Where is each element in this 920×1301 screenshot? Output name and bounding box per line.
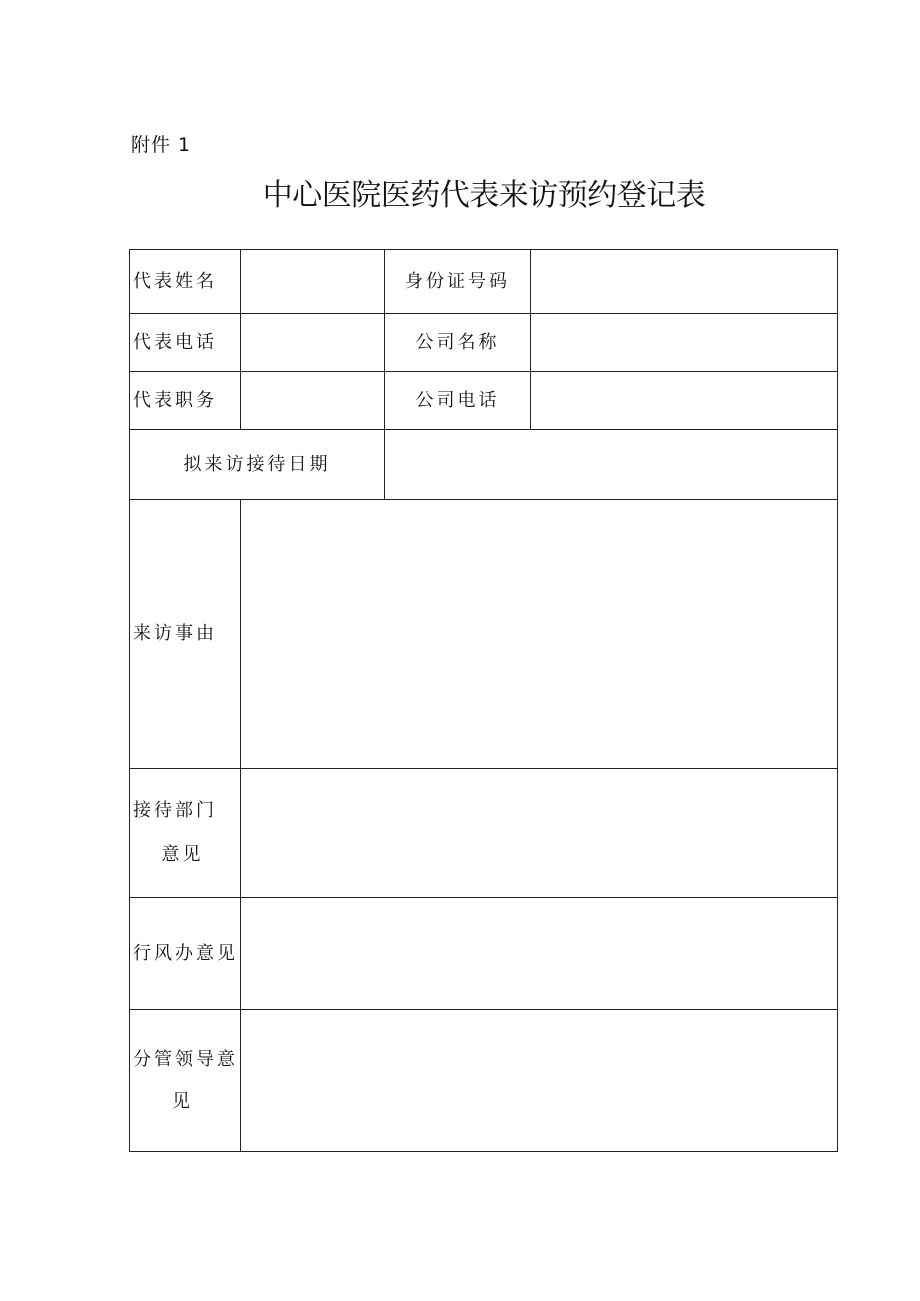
conduct-office-field[interactable] xyxy=(241,898,838,1010)
dept-opinion-label-line2: 意见 xyxy=(161,844,204,865)
planned-date-field[interactable] xyxy=(385,430,838,500)
conduct-office-label: 行风办意见 xyxy=(130,898,241,1010)
form-row-planned-date xyxy=(130,430,838,500)
visit-reason-label: 来访事由 xyxy=(130,500,241,769)
rep-phone-label: 代表电话 xyxy=(130,314,241,372)
form-row-dept-opinion xyxy=(130,769,838,898)
rep-phone-field[interactable] xyxy=(241,314,385,372)
form-row-leader-opinion xyxy=(130,1010,838,1152)
dept-opinion-label-line1: 接待部门 xyxy=(133,800,217,822)
registration-form-table xyxy=(129,249,838,1152)
rep-name-label: 代表姓名 xyxy=(130,250,241,314)
dept-opinion-label xyxy=(130,769,241,898)
rep-position-label: 代表职务 xyxy=(130,372,241,430)
dept-opinion-field[interactable] xyxy=(241,769,838,898)
company-name-field[interactable] xyxy=(531,314,838,372)
leader-opinion-label xyxy=(130,1010,241,1152)
planned-date-label: 拟来访接待日期 xyxy=(130,430,385,500)
page-title: 中心医院医药代表来访预约登记表 xyxy=(262,178,706,213)
rep-position-field[interactable] xyxy=(241,372,385,430)
form-row-rep-phone xyxy=(130,314,838,372)
form-row-rep-position xyxy=(130,372,838,430)
company-name-label: 公司名称 xyxy=(385,314,531,372)
id-number-label: 身份证号码 xyxy=(385,250,531,314)
leader-opinion-label-line1: 分管领导意 xyxy=(133,1048,238,1070)
company-phone-field[interactable] xyxy=(531,372,838,430)
id-number-field[interactable] xyxy=(531,250,838,314)
leader-opinion-label-line2: 见 xyxy=(172,1090,193,1112)
attachment-label: 附件 1 xyxy=(131,134,192,156)
rep-name-field[interactable] xyxy=(241,250,385,314)
visit-reason-field[interactable] xyxy=(241,500,838,769)
leader-opinion-field[interactable] xyxy=(241,1010,838,1152)
form-row-visit-reason xyxy=(130,500,838,769)
form-row-rep-name xyxy=(130,250,838,314)
form-row-conduct-office xyxy=(130,898,838,1010)
company-phone-label: 公司电话 xyxy=(385,372,531,430)
